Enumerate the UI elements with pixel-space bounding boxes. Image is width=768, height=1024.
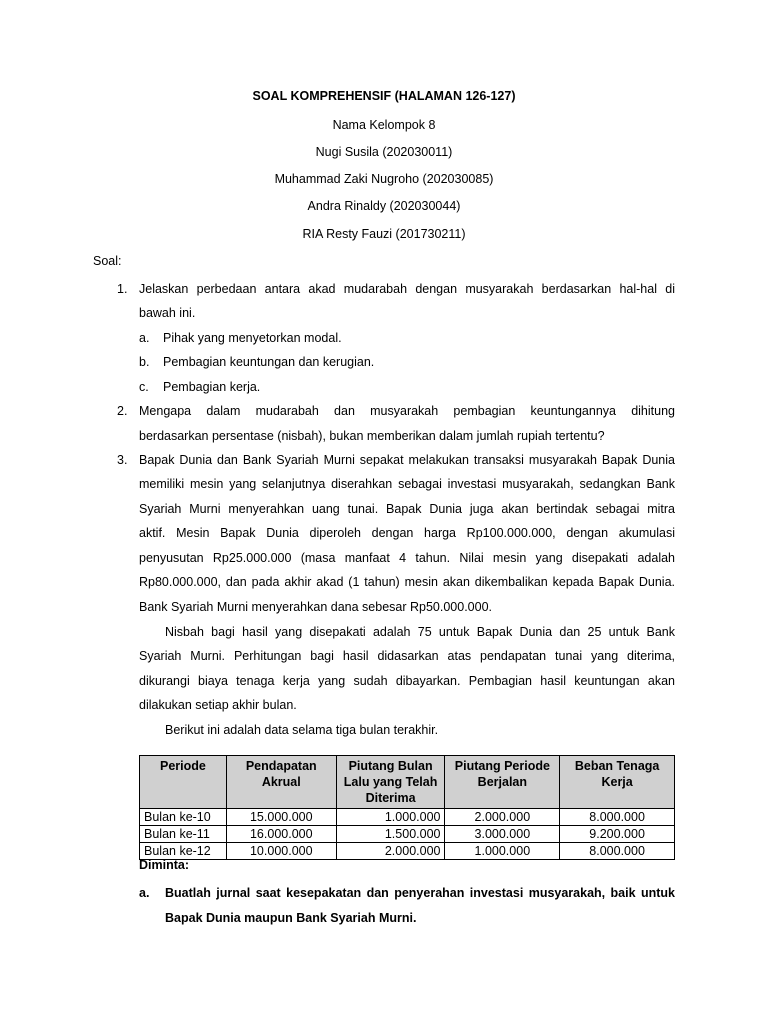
cell-piutang-lalu: 1.500.000 — [336, 826, 445, 843]
q3-p1-line: Bapak Dunia dan Bank Syariah Murni sepakat melakukan transaksi musyarakah Bapak Dunia — [139, 453, 675, 467]
cell-periode: Bulan ke-10 — [140, 809, 227, 826]
table-header-row — [140, 756, 675, 809]
diminta-label: Diminta: — [139, 858, 189, 872]
q3-p2-line: dikurangi biaya tenaga kerja yang sudah dibayarkan. Pembagian hasil keuntungan akan — [139, 674, 675, 688]
member-3: Andra Rinaldy (202030044) — [307, 199, 461, 213]
table-row — [140, 809, 675, 826]
header-beban-tenaga-kerja: Beban Tenaga Kerja — [560, 756, 675, 809]
cell-beban: 8.000.000 — [560, 809, 675, 826]
cell-beban: 9.200.000 — [560, 826, 675, 843]
q3-p1-line: Bank Syariah Murni menyerahkan dana sebesar Rp50.000.000. — [139, 600, 492, 614]
q1-item-c-text: Pembagian kerja. — [163, 380, 261, 394]
q3-p1-line: aktif. Mesin Bapak Dunia diperoleh dengan harga Rp100.000.000, dengan akumulasi — [139, 526, 675, 540]
table-row — [140, 826, 675, 843]
cell-piutang-berjalan: 1.000.000 — [445, 843, 560, 860]
q1-text-line: bawah ini. — [139, 306, 196, 320]
cell-piutang-lalu: 1.000.000 — [336, 809, 445, 826]
q1-text-line: Jelaskan perbedaan antara akad mudarabah dengan musyarakah berdasarkan hal-hal di — [139, 282, 675, 296]
diminta-a-text-line: Bapak Dunia maupun Bank Syariah Murni. — [165, 911, 417, 925]
q3-p1-line: memiliki mesin yang selanjutnya diserahkan sebagai investasi musyarakah, sedangkan Bank — [139, 477, 675, 491]
q3-number: 3. — [117, 453, 128, 467]
q3-p1-line: penyusutan Rp25.000.000 (masa manfaat 4 tahun. Nilai mesin yang disepakati adalah — [139, 551, 675, 565]
q1-item-a-number: a. — [139, 331, 150, 345]
q3-p3-line: Berikut ini adalah data selama tiga bulan terakhir. — [165, 723, 439, 737]
header-piutang-bulan-lalu: Piutang Bulan Lalu yang Telah Diterima — [336, 756, 445, 809]
cell-pendapatan: 16.000.000 — [226, 826, 336, 843]
q1-item-a-text: Pihak yang menyetorkan modal. — [163, 331, 342, 345]
header-piutang-periode-berjalan: Piutang Periode Berjalan — [445, 756, 560, 809]
data-table — [139, 755, 675, 860]
q3-p1-line: Rp80.000.000, dan pada akhir akad (1 tahun) mesin akan dikembalikan kepada Bapak Dunia. — [139, 575, 675, 589]
q3-p2-line: Syariah Murni. Perhitungan bagi hasil didasarkan atas pendapatan tunai yang diterima, — [139, 649, 675, 663]
q3-p2-line: Nisbah bagi hasil yang disepakati adalah 75 untuk Bapak Dunia dan 25 untuk Bank — [165, 625, 675, 639]
q1-item-b-text: Pembagian keuntungan dan kerugian. — [163, 355, 375, 369]
table-row — [140, 843, 675, 860]
q2-text-line: Mengapa dalam mudarabah dan musyarakah pembagian keuntungannya dihitung — [139, 404, 675, 418]
soal-label: Soal: — [93, 254, 122, 268]
cell-piutang-berjalan: 2.000.000 — [445, 809, 560, 826]
q3-p1-line: Syariah Murni menyerahkan uang tunai. Bapak Dunia juga akan bertindak sebagai mitra — [139, 502, 675, 516]
member-1: Nugi Susila (202030011) — [315, 145, 453, 159]
header-pendapatan-akrual: Pendapatan Akrual — [226, 756, 336, 809]
q1-item-b-number: b. — [139, 355, 150, 369]
diminta-a-number: a. — [139, 886, 150, 900]
q2-text-line: berdasarkan persentase (nisbah), bukan memberikan dalam jumlah rupiah tertentu? — [139, 429, 605, 443]
cell-beban: 8.000.000 — [560, 843, 675, 860]
cell-periode: Bulan ke-12 — [140, 843, 227, 860]
q1-item-c-number: c. — [139, 380, 149, 394]
group-name: Nama Kelompok 8 — [332, 118, 436, 132]
cell-piutang-lalu: 2.000.000 — [336, 843, 445, 860]
diminta-a-text-line: Buatlah jurnal saat kesepakatan dan penyerahan investasi musyarakah, baik untuk — [165, 886, 675, 900]
cell-piutang-berjalan: 3.000.000 — [445, 826, 560, 843]
header-periode: Periode — [140, 756, 227, 809]
cell-periode: Bulan ke-11 — [140, 826, 227, 843]
member-4: RIA Resty Fauzi (201730211) — [302, 227, 466, 241]
cell-pendapatan: 15.000.000 — [226, 809, 336, 826]
q2-number: 2. — [117, 404, 128, 418]
q3-p2-line: dilakukan setiap akhir bulan. — [139, 698, 297, 712]
member-2: Muhammad Zaki Nugroho (202030085) — [274, 172, 494, 186]
page-title: SOAL KOMPREHENSIF (HALAMAN 126-127) — [252, 89, 516, 103]
cell-pendapatan: 10.000.000 — [226, 843, 336, 860]
q1-number: 1. — [117, 282, 128, 296]
